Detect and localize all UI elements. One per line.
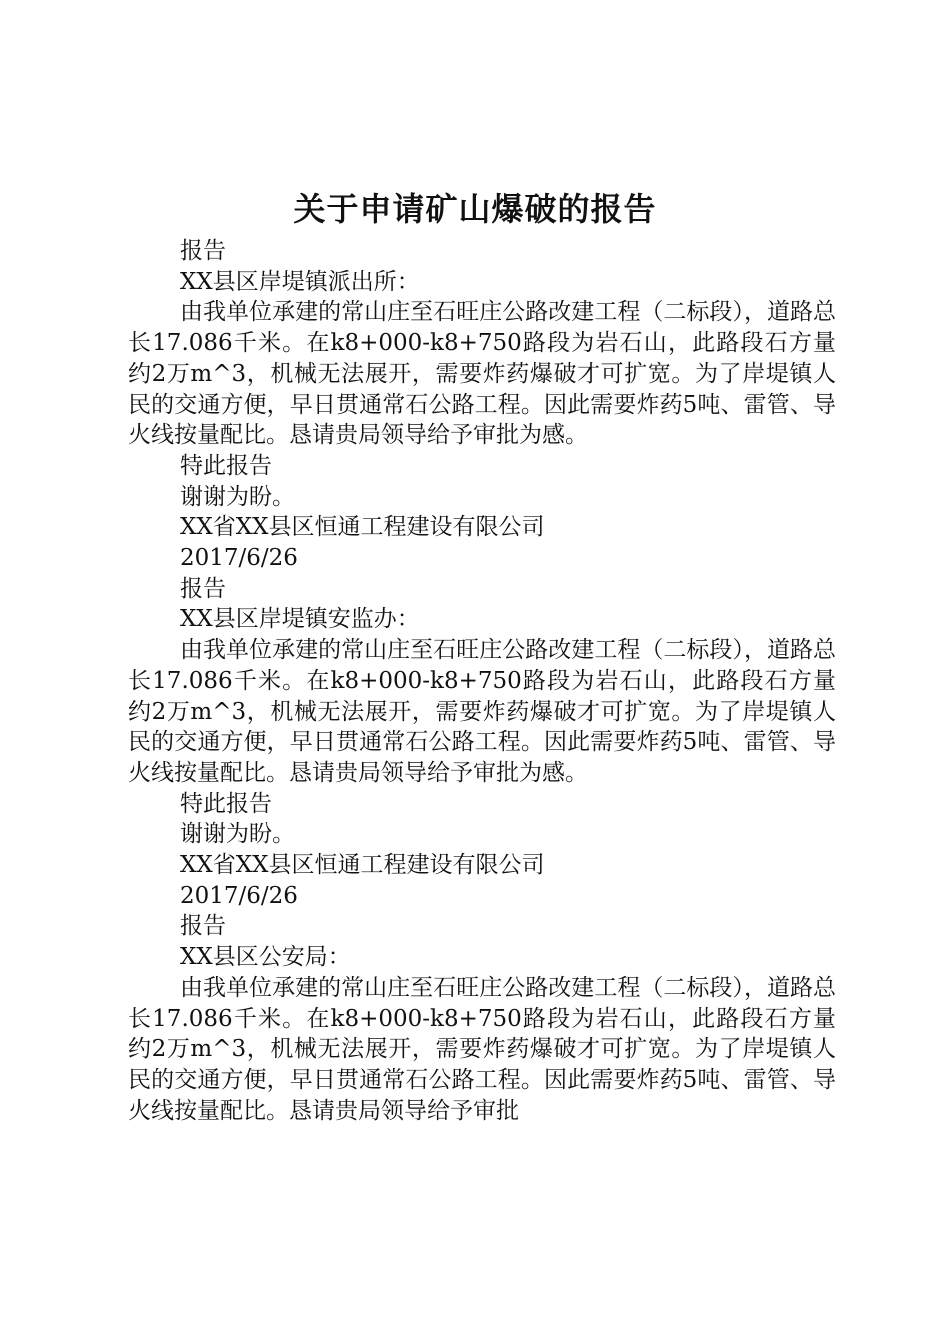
signature-date: 2017/6/26 — [180, 545, 298, 572]
closing-line: 特此报告 — [180, 452, 272, 479]
body-paragraph: 由我单位承建的常山庄至石旺庄公路改建工程（二标段），道路总长17.086千米。在k8+000-k8+750路段为岩石山，此路段石方量约2万m^3，机械无法展开，需要炸药爆破才可扩宽。为了岸堤镇人民的交通方便，早日贯通常石公路工程。因此需要炸药5吨、雷管、导火线按量配比。恳请贵局领导给予审批 — [128, 974, 836, 1124]
document-title: 关于申请矿山爆破的报告 — [293, 190, 657, 228]
addressee: XX县区岸堤镇安监办： — [180, 606, 420, 633]
addressee: XX县区岸堤镇派出所： — [180, 268, 420, 295]
document-body — [128, 236, 836, 1126]
signature-company: XX省XX县区恒通工程建设有限公司 — [180, 852, 545, 879]
report-section — [128, 236, 836, 574]
section-heading: 报告 — [180, 575, 226, 602]
thanks-line: 谢谢为盼。 — [180, 483, 295, 510]
body-paragraph: 由我单位承建的常山庄至石旺庄公路改建工程（二标段），道路总长17.086千米。在k8+000-k8+750路段为岩石山，此路段石方量约2万m^3，机械无法展开，需要炸药爆破才可扩宽。为了岸堤镇人民的交通方便，早日贯通常石公路工程。因此需要炸药5吨、雷管、导火线按量配比。恳请贵局领导给予审批为感。 — [128, 637, 836, 786]
signature-company: XX省XX县区恒通工程建设有限公司 — [180, 514, 545, 541]
section-heading: 报告 — [180, 238, 226, 264]
thanks-line: 谢谢为盼。 — [180, 821, 295, 848]
report-section — [128, 574, 836, 912]
signature-date: 2017/6/26 — [180, 882, 298, 909]
report-section — [128, 911, 836, 1126]
section-heading: 报告 — [180, 913, 226, 940]
closing-line: 特此报告 — [180, 790, 272, 817]
body-paragraph: 由我单位承建的常山庄至石旺庄公路改建工程（二标段），道路总长17.086千米。在k8+000-k8+750路段为岩石山，此路段石方量约2万m^3，机械无法展开，需要炸药爆破才可扩宽。为了岸堤镇人民的交通方便，早日贯通常石公路工程。因此需要炸药5吨、雷管、导火线按量配比。恳请贵局领导给予审批为感。 — [128, 299, 836, 449]
addressee: XX县区公安局： — [180, 944, 351, 971]
